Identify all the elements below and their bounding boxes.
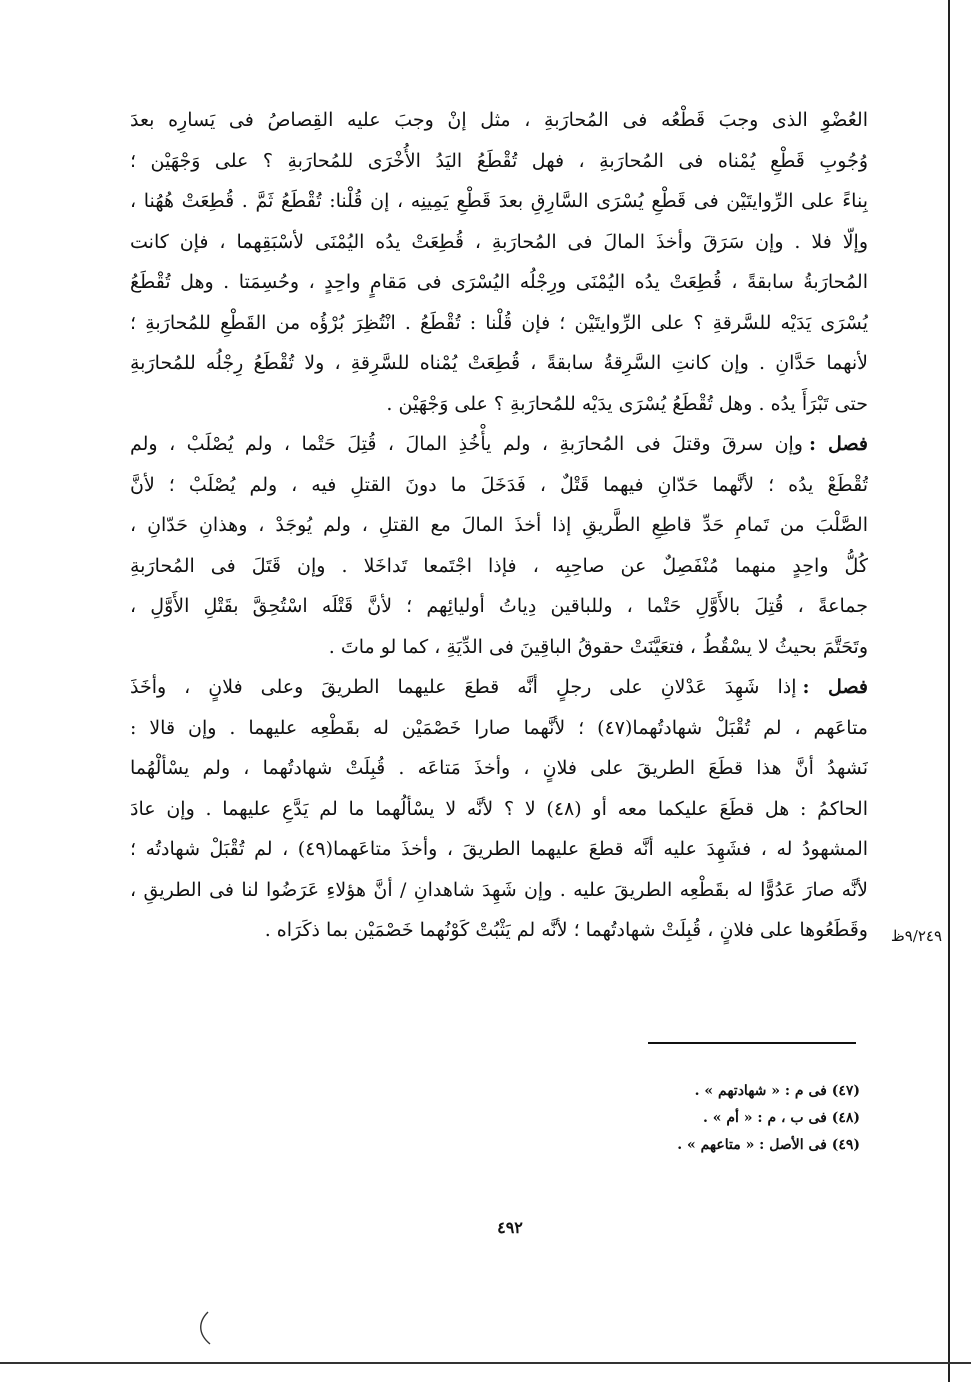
- text-line: [130, 627, 868, 668]
- text-line: [130, 181, 868, 222]
- text-line: [130, 546, 868, 587]
- line-text: كُلُّ واحِدٍ منهما مُنْفَصِلٌ عن صاحِبِه ، فإذا اجْتَمعا تَداخَلا . وإن قَتَلَ فى المُحارَبةِ: [130, 554, 868, 577]
- footnote-47: (٤٧) فى م : « شهادتهم » .: [694, 1083, 860, 1099]
- line-text: لأنهما حَدَّانِ . وإن كانتِ السَّرِقةُ سابقةً ، قُطِعَتْ يُمْناه للسَّرِقةِ ، ولا تُقْطَعُ رِجْلُه للمُحارَبةِ: [130, 352, 868, 374]
- text-line: [130, 667, 868, 708]
- section-heading: فصل :: [809, 433, 868, 455]
- text-line: [130, 748, 868, 789]
- text-line: [130, 424, 868, 465]
- text-line: [130, 262, 868, 303]
- line-text: تُقْطَعْ يدُه ؛ لأنَّهما حَدّانِ فيهما قَتْلٌ ، فَدَخَلَ ما دونَ القتلِ فيه ، ولم يُصْلَبْ ؛ لأنَّ: [130, 473, 868, 496]
- line-text: وإن سرقَ وقتلَ فى المُحارَبةِ ، ولم يأْخُذِ المالَ ، قُتِلَ حَتْما ، ولم يُصْلَبْ ، ولم: [130, 433, 803, 455]
- main-text-block: [130, 100, 868, 951]
- scan-edge-right: [948, 0, 950, 1382]
- line-text: الحاكمُ : هل قطَعَ عليكما معه أو (٤٨) لا ؟ لأنَّه لا يسْألُهما ما لم يَدَّعِ عليهما . وإن عادَ: [130, 797, 868, 820]
- line-text: جماعةً ، قُتِلَ بالأَوَّلِ حَتْما ، وللباقين دِياتُ أوليائِهم ؛ لأنَّ قَتْلَه اسْتُحِقَّ بقَتْلِ الأَوَّلِ ،: [130, 595, 868, 617]
- line-text: المُحارَبةُ سابقةً ، قُطِعَتْ يدُه اليُمْنَى ورِجْلُه اليُسْرَى فى مَقامٍ واحِدٍ ، وحُسِمَتا . وهل تُقْطَعُ: [130, 271, 868, 293]
- line-text: وقَطَعُوها على فلانٍ ، قُبِلَتْ شهادتُهما ؛ لأنَّه لم يَثْبُتْ كَوْنُهما خَصْمَيْن بما ذكَرَاه .: [264, 919, 868, 941]
- text-line: [130, 910, 868, 951]
- footnote-48: (٤٨) فى ب ، م : « أم » .: [703, 1110, 860, 1126]
- line-text: لأنَّه صارَ عَدُوًّا له بقَطْعِه الطريقَ عليه . وإن شَهِدَ شاهدانِ / أنَّ هؤلاءِ عَرَضُوا لنا فى الطريقِ ،: [130, 878, 868, 901]
- line-text: وتَحَتَّمَ بحيثُ لا يسْقُطُ ، فتعَيَّنَتْ حقوقُ الباقِينَ فى الدِّيَةِ ، كما لو ماتَ .: [328, 635, 868, 658]
- section-heading: فصل :: [802, 676, 868, 698]
- text-line: [130, 303, 868, 344]
- line-text: حتى تَبْرَأَ يدُه . وهل تُقْطَعُ يُسْرَى يدَيْه للمُحارَبةِ ؟ على وَجْهَيْن .: [386, 392, 868, 415]
- line-text: بِناءً على الرِّوايتَيْن فى قَطْعِ يُسْرَى السَّارِقِ بعدَ قَطْعِ يَمِينِه ، إن قُلْنا: تُقْطَعُ ثَمَّ . قُطِعَتْ هُهُنا ،: [130, 190, 868, 212]
- text-line: [130, 586, 868, 627]
- text-line: [130, 222, 868, 263]
- text-line: [130, 789, 868, 830]
- line-text: إذا شَهِدَ عَدْلانِ على رجلٍ أنَّه قطعَ عليهما الطريقَ وعلى فلانٍ ، وأخَذَ: [130, 676, 797, 698]
- footnotes: [560, 1078, 860, 1159]
- scan-edge-bottom: [0, 1362, 971, 1364]
- text-line: [130, 870, 868, 911]
- footnote-49: (٤٩) فى الأصل : « متاعهم » .: [677, 1137, 860, 1153]
- margin-folio-note: ٩/٢٤٩ظ: [890, 927, 942, 945]
- text-line: [130, 141, 868, 182]
- line-text: العُضْوِ الذى وجبَ قَطْعُه فى المُحارَبةِ ، مثل إنْ وجبَ عليه القِصاصُ فى يَسارِه بعدَ: [130, 109, 868, 131]
- line-text: نَشهدُ أنَّ هذا قطَعَ الطريقَ على فلانٍ ، وأخذَ مَتاعَه . قُبِلَتْ شهادتُهما ، ولم يسْألْهُما: [130, 757, 868, 779]
- text-line: [130, 343, 868, 384]
- text-line: [130, 708, 868, 749]
- page-number: ٤٩٢: [497, 1218, 523, 1237]
- line-text: وإلّا فلا . وإن سَرَقَ وأخذَ المالَ فى المُحارَبةِ ، قُطِعَتْ يدُه اليُمْنَى لأسْبَقِهما ، فإن كانت: [130, 230, 868, 253]
- line-text: وُجُوبِ قَطْعِ يُمْناه فى المُحارَبةِ ، فهل تُقْطَعُ اليَدُ الأُخْرَى للمُحارَبةِ ؟ على وَجْهَيْن ؛: [130, 149, 868, 172]
- text-line: [130, 505, 868, 546]
- line-text: متاعَهم ، لم تُقْبَلْ شهادتُهما(٤٧) ؛ لأنَّهما صارا خَصْمَيْن له بقَطْعِه عليهما . وإن قالا :: [130, 716, 868, 739]
- footnote-separator: [648, 1042, 856, 1044]
- text-line: [130, 384, 868, 425]
- text-line: [130, 100, 868, 141]
- line-text: يُسْرَى يَدَيْه للسَّرقةِ ؟ على الرِّوايتَيْن ؛ فإن قُلْنا : تُقْطَعُ . انْتُظِرَ بُرْؤُه من القَطْعِ للمُحارَبةِ ؛: [130, 311, 868, 334]
- line-text: الصَّلْبَ من تَمامِ حَدِّ قاطِعِ الطَّريقِ إذا أخذَ المالَ مع القتلِ ، ولم يُوجَدْ ، وهذانِ حَدّانِ ،: [130, 514, 868, 536]
- stray-pen-mark: [194, 1310, 224, 1346]
- line-text: المشهودُ له ، فشَهِدَ عليه أنَّه قطعَ عليهما الطريقَ ، وأخذَ متاعَهما(٤٩) ، لم تُقْبَلْ شهادتُه ؛: [130, 838, 868, 860]
- text-line: [130, 465, 868, 506]
- text-line: [130, 829, 868, 870]
